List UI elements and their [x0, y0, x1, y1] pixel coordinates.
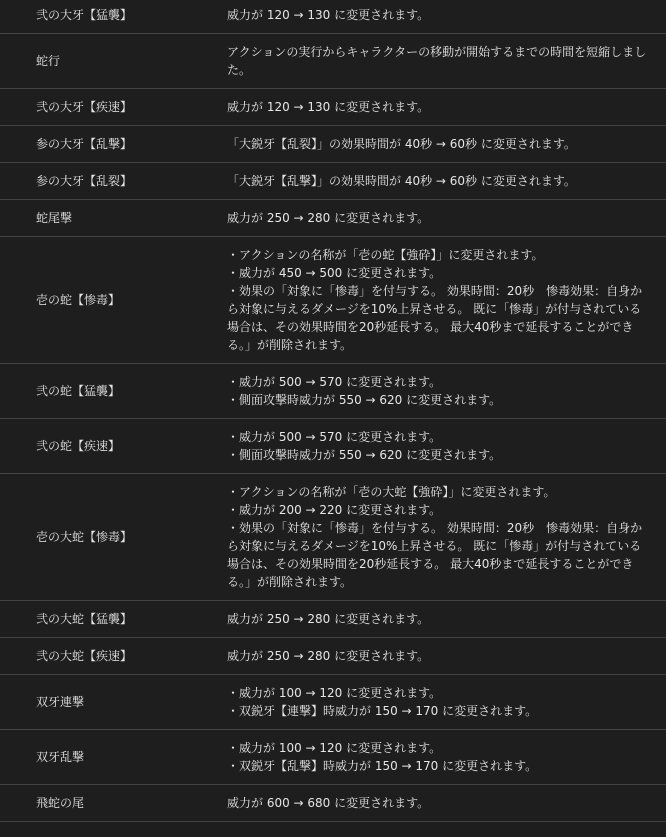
change-description-cell: [214, 237, 666, 364]
change-line: ・威力が 100 → 120 に変更されます。: [227, 686, 442, 700]
change-line: 威力が 120 → 130 に変更されます。: [227, 8, 430, 22]
change-line: ・威力が 500 → 570 に変更されます。: [227, 430, 442, 444]
action-name-cell: [0, 364, 214, 419]
table-row: [0, 419, 666, 474]
change-description-cell: [214, 200, 666, 237]
change-line: ・威力が 100 → 120 に変更されます。: [227, 741, 442, 755]
change-line: ・双鋭牙【連撃】時威力が 150 → 170 に変更されます。: [227, 704, 538, 718]
change-description-cell: [214, 0, 666, 34]
action-name: 弐の蛇【猛襲】: [36, 384, 121, 398]
change-description-cell: [214, 364, 666, 419]
change-line: ・アクションの名称が「壱の蛇【強砕】」に変更されます。: [227, 248, 544, 262]
change-description-cell: [214, 419, 666, 474]
action-name: 弐の大蛇【猛襲】: [36, 612, 133, 626]
table-row: [0, 163, 666, 200]
change-line: ・威力が 200 → 220 に変更されます。: [227, 503, 442, 517]
change-description-cell: [214, 474, 666, 601]
action-name-cell: [0, 474, 214, 601]
table-row: [0, 474, 666, 601]
action-name-cell: [0, 0, 214, 34]
action-name: 弐の大蛇【疾速】: [36, 649, 133, 663]
action-name-cell: [0, 601, 214, 638]
action-name: 参の大牙【乱撃】: [36, 137, 133, 151]
table-row: [0, 89, 666, 126]
action-name-cell: [0, 200, 214, 237]
action-name: 飛蛇の尾: [36, 796, 85, 810]
change-line: 「大鋭牙【乱撃】」の効果時間が 40秒 → 60秒 に変更されます。: [227, 174, 576, 188]
change-description-cell: [214, 34, 666, 89]
change-line: ・威力が 500 → 570 に変更されます。: [227, 375, 442, 389]
change-line: ・側面攻撃時威力が 550 → 620 に変更されます。: [227, 393, 502, 407]
change-description-cell: [214, 601, 666, 638]
action-name-cell: [0, 163, 214, 200]
action-name: 弐の大牙【疾速】: [36, 100, 133, 114]
change-line: ・アクションの名称が「壱の大蛇【強砕】」に変更されます。: [227, 485, 556, 499]
change-line: ・双鋭牙【乱撃】時威力が 150 → 170 に変更されます。: [227, 759, 538, 773]
action-name: 弐の蛇【疾速】: [36, 439, 121, 453]
change-line: 威力が 250 → 280 に変更されます。: [227, 211, 430, 225]
action-name-cell: [0, 89, 214, 126]
table-row: [0, 675, 666, 730]
table-row: [0, 126, 666, 163]
table-row: [0, 200, 666, 237]
table-row: [0, 364, 666, 419]
table-row: [0, 730, 666, 785]
action-name: 双牙乱撃: [36, 750, 85, 764]
change-description-cell: [214, 638, 666, 675]
table-row: [0, 601, 666, 638]
action-name: 壱の蛇【惨毒】: [36, 293, 121, 307]
action-name: 蛇行: [36, 54, 61, 68]
change-line: 威力が 600 → 680 に変更されます。: [227, 796, 430, 810]
change-line: ・効果の「対象に「惨毒」を付与する。 効果時間：20秒 惨毒効果：自身から対象に与えるダメージを10%上昇させる。 既に「惨毒」が付与されている場合は、その効果時間を20秒延長する。 最大40秒まで延長することができる。」が削除されます。: [227, 284, 643, 352]
action-name-cell: [0, 675, 214, 730]
action-name-cell: [0, 126, 214, 163]
action-name: 弐の大牙【猛襲】: [36, 8, 133, 22]
change-line: アクションの実行からキャラクターの移動が開始するまでの時間を短縮しました。: [227, 45, 647, 77]
change-description-cell: [214, 89, 666, 126]
action-name-cell: [0, 419, 214, 474]
change-description-cell: [214, 126, 666, 163]
action-name-cell: [0, 785, 214, 822]
change-line: 威力が 250 → 280 に変更されます。: [227, 612, 430, 626]
table-row: [0, 638, 666, 675]
change-line: 威力が 250 → 280 に変更されます。: [227, 649, 430, 663]
action-name: 蛇尾撃: [36, 211, 73, 225]
change-line: 威力が 120 → 130 に変更されます。: [227, 100, 430, 114]
change-line: ・効果の「対象に「惨毒」を付与する。 効果時間：20秒 惨毒効果：自身から対象に与えるダメージを10%上昇させる。 既に「惨毒」が付与されている場合は、その効果時間を20秒延長する。 最大40秒まで延長することができる。」が削除されます。: [227, 521, 643, 589]
action-name-cell: [0, 34, 214, 89]
change-line: ・側面攻撃時威力が 550 → 620 に変更されます。: [227, 448, 502, 462]
action-name: 壱の大蛇【惨毒】: [36, 530, 133, 544]
table-row: [0, 237, 666, 364]
change-description-cell: [214, 785, 666, 822]
table-row: [0, 0, 666, 34]
change-line: ・威力が 450 → 500 に変更されます。: [227, 266, 442, 280]
change-description-cell: [214, 675, 666, 730]
change-description-cell: [214, 163, 666, 200]
change-line: 「大鋭牙【乱裂】」の効果時間が 40秒 → 60秒 に変更されます。: [227, 137, 576, 151]
action-name-cell: [0, 730, 214, 785]
action-name: 双牙連撃: [36, 695, 85, 709]
change-description-cell: [214, 730, 666, 785]
action-name: 参の大牙【乱裂】: [36, 174, 133, 188]
action-name-cell: [0, 638, 214, 675]
table-row: [0, 34, 666, 89]
action-name-cell: [0, 237, 214, 364]
table-row: [0, 785, 666, 822]
